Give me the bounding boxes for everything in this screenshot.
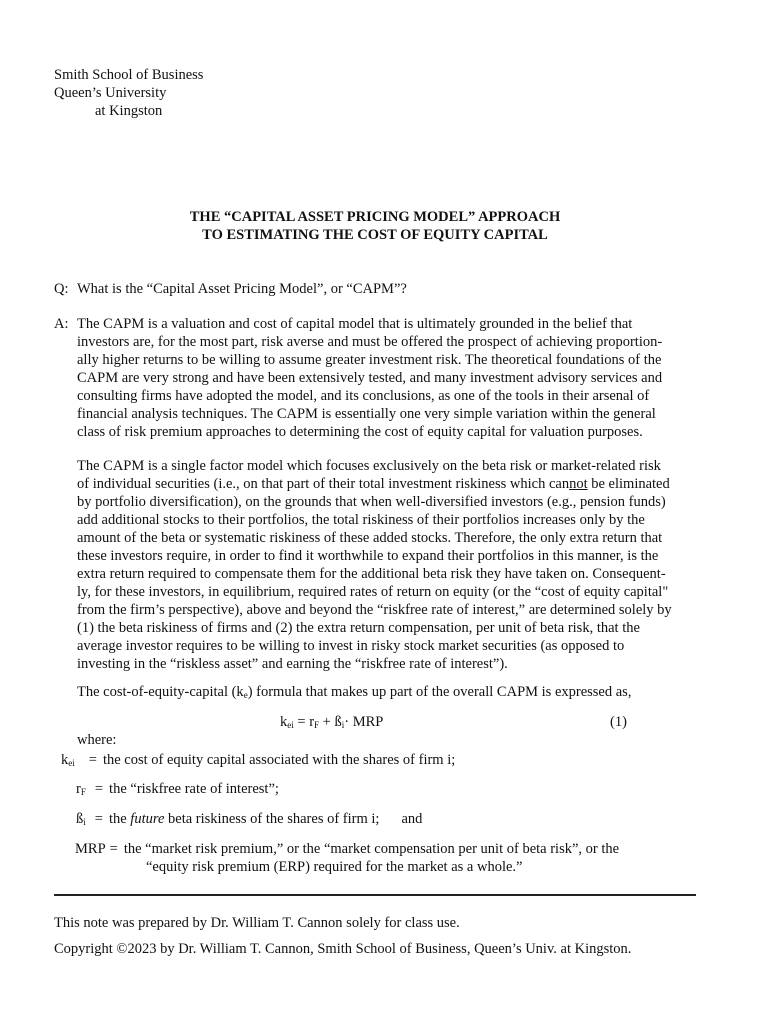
paragraph-line: amount of the beta or systematic riskiness of these added stocks. Therefore, the only extra return that [77, 530, 663, 546]
paragraph-line: CAPM are very strong and have been extensively tested, and many investment advisory services and [77, 370, 663, 386]
paragraph-line: these investors require, in order to find it worthwhile to expand their portfolios in this manner, is the [77, 548, 659, 564]
def-equals: = [109, 841, 118, 857]
formula-k-subscript: ei [287, 720, 294, 730]
def-symbol: ß [76, 811, 84, 827]
def-and: and [401, 811, 423, 827]
equation-number: (1) [610, 714, 627, 730]
answer-paragraph-2 [77, 457, 697, 673]
paragraph-line: extra return required to compensate them for the additional beta risk they have taken on. Consequent- [77, 566, 666, 582]
def-equals: = [94, 781, 104, 797]
def-equals: = [88, 752, 97, 768]
formula-r-subscript: F [314, 720, 320, 730]
capm-formula [280, 713, 383, 734]
formula-tail: · MRP [344, 714, 384, 730]
text-segment: of individual securities (i.e., on that part of their total investment riskiness which can [77, 476, 570, 492]
answer-label: A: [54, 316, 69, 332]
def-text: beta riskiness of the shares of firm i; [164, 811, 380, 827]
paragraph-line: financial analysis techniques. The CAPM is essentially one very simple variation within the general [77, 406, 656, 422]
footer-note: This note was prepared by Dr. William T. Cannon solely for class use. [54, 915, 460, 931]
def-symbol: r [76, 781, 81, 797]
header-school: Smith School of Business [54, 67, 204, 83]
formula-beta: ß [334, 714, 342, 730]
paragraph-line: ally higher returns to be willing to assume greater investment risk. The theoretical foundations of the [77, 352, 662, 368]
document-title [54, 208, 696, 244]
def-symbol: MRP [75, 841, 106, 857]
where-label: where: [77, 732, 117, 748]
def-subscript: i [83, 817, 86, 827]
def-text: the “market risk premium,” or the “market compensation per unit of beta risk”, or the [123, 841, 620, 857]
question-text: What is the “Capital Asset Pricing Model”, or “CAPM”? [77, 281, 407, 297]
definition-rf [76, 780, 279, 801]
subscript: e [243, 690, 248, 700]
paragraph-line: ly, for these investors, in equilibrium, required rates of return on equity (or the “cost of equity capital" [77, 584, 669, 600]
paragraph-line: from the firm’s perspective), above and beyond the “riskfree rate of interest,” are determined solely by [77, 602, 672, 618]
paragraph-line: average investor requires to be willing to invest in risky stock market securities (as opposed to [77, 638, 625, 654]
def-text: the “riskfree rate of interest”; [109, 781, 279, 797]
answer-paragraph-3 [77, 683, 697, 704]
paragraph-line: The CAPM is a valuation and cost of capital model that is ultimately grounded in the belief that [77, 316, 633, 332]
formula-k: k [280, 714, 288, 730]
def-continuation: “equity risk premium (ERP) required for the market as a whole.” [146, 859, 523, 875]
formula-r: r [309, 714, 315, 730]
answer-paragraph-1 [77, 315, 697, 441]
paragraph-line: add additional stocks to their portfolios, the total riskiness of their portfolios increases only by the [77, 512, 645, 528]
institution-header [54, 66, 203, 120]
formula-beta-subscript: i [341, 720, 345, 730]
def-line [75, 840, 619, 858]
formula-equals: = [293, 714, 310, 730]
definition-kei [61, 751, 455, 772]
title-line-1: THE “CAPITAL ASSET PRICING MODEL” APPROACH [189, 209, 561, 225]
definition-mrp [75, 840, 619, 876]
paragraph-line: consulting firms have adopted the model, and its conclusions, as one of the tools in their arsenal of [77, 388, 650, 404]
paragraph-line: investors are, for the most part, risk averse and must be offered the prospect of achieving proportion- [77, 334, 663, 350]
header-university: Queen’s University [54, 85, 167, 101]
title-line-2: TO ESTIMATING THE COST OF EQUITY CAPITAL [202, 227, 548, 243]
paragraph-line: investing in the “riskless asset” and earning the “riskfree rate of interest”). [77, 656, 508, 672]
def-equals: = [94, 811, 103, 827]
definition-beta [76, 810, 422, 831]
text-segment: be eliminated [587, 476, 670, 492]
paragraph-line: (1) the beta riskiness of firms and (2) the extra return compensation, per unit of beta risk, that the [77, 620, 640, 636]
paragraph-line: by portfolio diversification), on the grounds that when well-diversified investors (e.g., pension funds) [77, 494, 666, 510]
question-label: Q: [54, 281, 69, 297]
def-text: the cost of equity capital associated with the shares of firm i; [102, 752, 456, 768]
def-symbol: k [61, 752, 69, 768]
underlined-text: not [569, 476, 588, 492]
paragraph-line: class of risk premium approaches to determining the cost of equity capital for valuation purposes. [77, 424, 643, 440]
formula-plus: + [319, 714, 335, 730]
paragraph-line [77, 475, 697, 493]
def-subscript: F [80, 787, 86, 797]
def-text: the [108, 811, 131, 827]
footer-copyright: Copyright ©2023 by Dr. William T. Cannon, Smith School of Business, Queen’s Univ. at Kingston. [54, 941, 632, 957]
paragraph-line: The CAPM is a single factor model which focuses exclusively on the beta risk or market-related risk [77, 458, 661, 474]
text-segment: ) formula that makes up part of the overall CAPM is expressed as, [247, 684, 632, 700]
header-location: at Kingston [95, 103, 163, 119]
def-subscript: ei [68, 758, 75, 768]
def-emphasis: future [130, 811, 165, 827]
text-segment: The cost-of-equity-capital (k [77, 684, 244, 700]
footer-divider [54, 894, 696, 896]
